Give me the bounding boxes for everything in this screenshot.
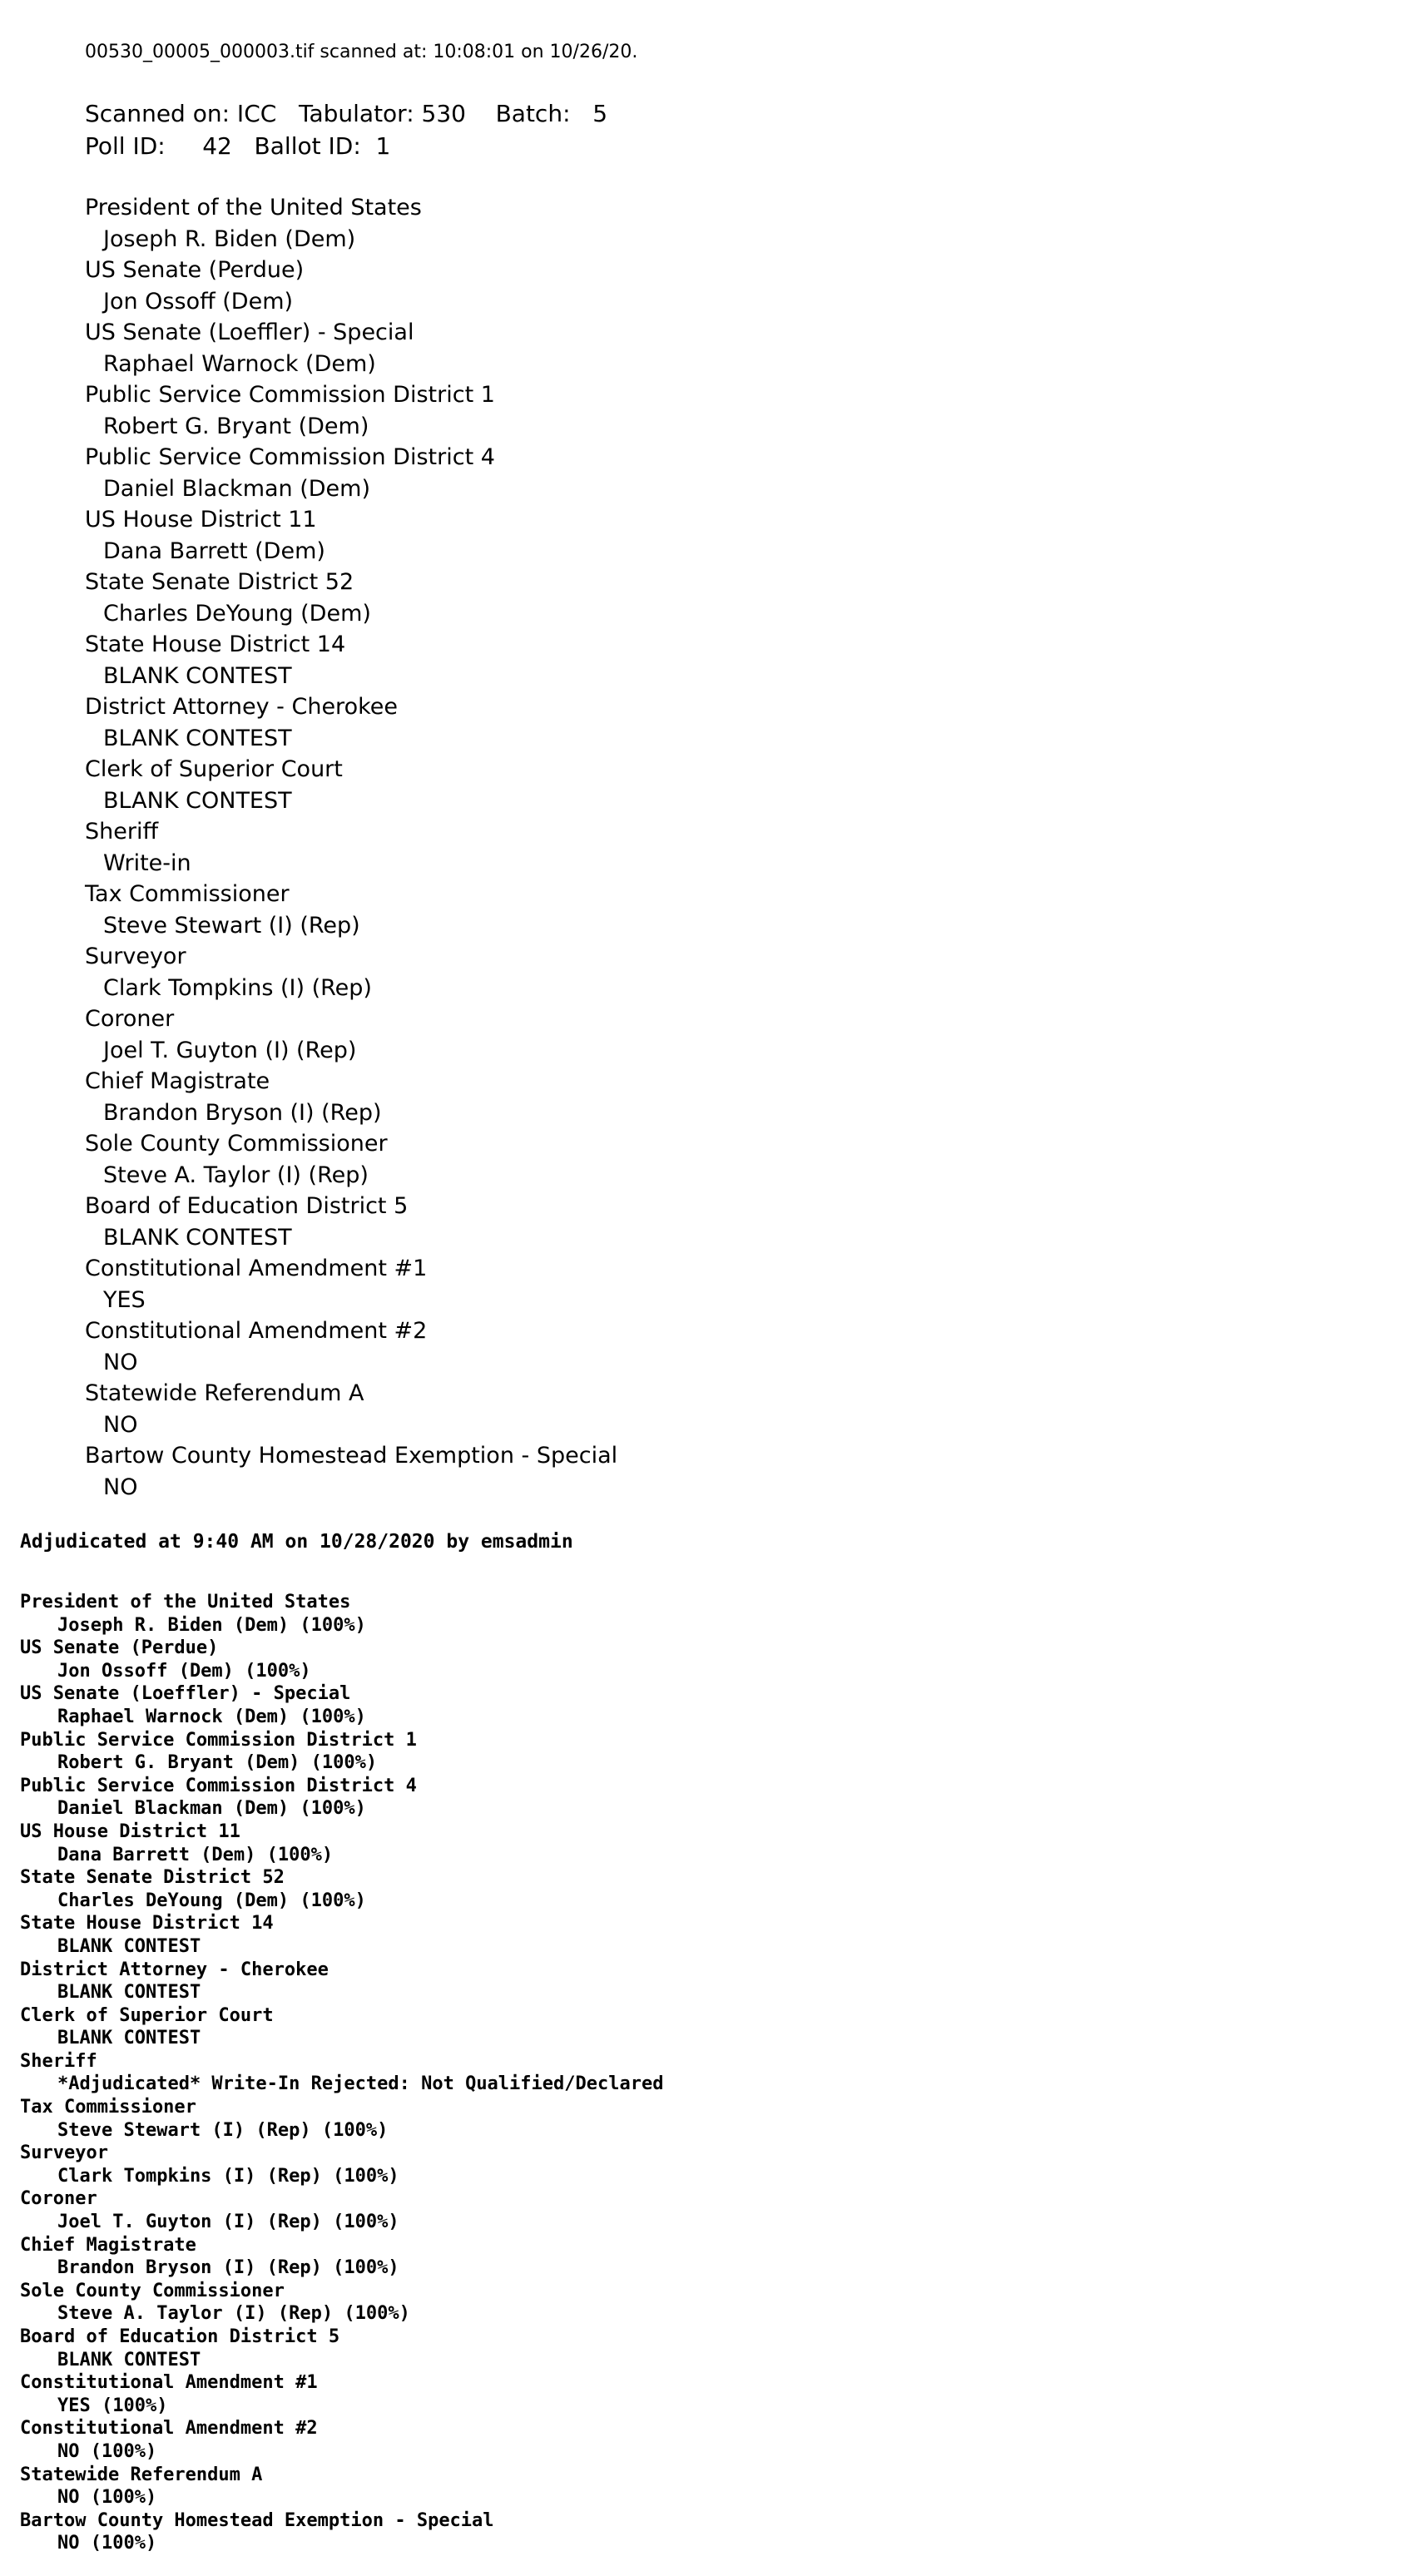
contest-choice: Steve Stewart (I) (Rep) (100%) [57,2119,389,2141]
contest-choice: YES [103,1286,146,1313]
contest-choice: Daniel Blackman (Dem) [103,475,371,502]
contest-choice: Clark Tompkins (I) (Rep) (100%) [57,2165,399,2187]
contest-choice: Steve A. Taylor (I) (Rep) [103,1162,369,1188]
contest-choice: YES (100%) [57,2395,168,2416]
contest-name: President of the United States [85,195,422,220]
contest-name: Tax Commissioner [20,2097,196,2118]
contest-name: Tax Commissioner [85,881,290,907]
contest-choice: NO (100%) [57,2487,157,2509]
contest-choice: Steve Stewart (I) (Rep) [103,912,360,939]
contest-choice: NO [103,1474,138,1500]
contest-name: State House District 14 [20,1913,274,1934]
contest-choice: Jon Ossoff (Dem) [103,288,294,315]
contest-name: President of the United States [20,1592,351,1612]
contest-name: Constitutional Amendment #1 [20,2372,318,2394]
scan-file-line: 00530_00005_000003.tif scanned at: 10:08:01 on 10/26/20. [85,42,638,62]
contest-name: Surveyor [85,944,186,969]
contest-name: State Senate District 52 [85,569,354,595]
scanned-contest-list [85,192,1333,1503]
contest-name: US Senate (Perdue) [20,1637,219,1659]
contest-choice: BLANK CONTEST [57,1935,201,1957]
contest-name: US House District 11 [20,1821,240,1842]
contest-choice: *Adjudicated* Write-In Rejected: Not Qualified/Declared [57,2073,664,2095]
contest-name: Constitutional Amendment #1 [85,1256,428,1281]
contest-name: Sheriff [20,2050,97,2072]
contest-choice: Joseph R. Biden (Dem) (100%) [57,1614,366,1636]
adjudication-section [20,1529,1401,2555]
contest-choice: BLANK CONTEST [57,2028,201,2049]
contest-choice: BLANK CONTEST [57,2349,201,2370]
contest-choice: NO [103,1349,138,1375]
contest-name: Board of Education District 5 [20,2326,340,2347]
contest-name: Surveyor [20,2143,108,2164]
contest-choice: Joel T. Guyton (I) (Rep) (100%) [57,2212,399,2233]
contest-choice: Charles DeYoung (Dem) (100%) [57,1890,366,1911]
contest-name: State Senate District 52 [20,1867,285,1889]
contest-name: Public Service Commission District 4 [20,1775,417,1796]
contest-choice: NO [103,1411,138,1438]
contest-name: Sole County Commissioner [85,1131,388,1157]
contest-choice: Steve A. Taylor (I) (Rep) (100%) [57,2303,410,2325]
scan-poll-line: Poll ID: 42 Ballot ID: 1 [85,132,391,160]
contest-choice: Charles DeYoung (Dem) [103,600,371,627]
contest-choice: Write-in [103,850,191,876]
contest-name: Bartow County Homestead Exemption - Special [20,2509,494,2531]
scanned-ballot-section [85,40,1333,1503]
contest-name: District Attorney - Cherokee [85,694,398,720]
contest-name: Sheriff [85,819,159,845]
contest-choice: BLANK CONTEST [103,1224,292,1251]
contest-name: Constitutional Amendment #2 [85,1318,428,1344]
contest-name: Sole County Commissioner [20,2280,285,2301]
contest-choice: Robert G. Bryant (Dem) [103,413,369,439]
contest-name: Clerk of Superior Court [20,2004,274,2026]
contest-choice: Raphael Warnock (Dem) (100%) [57,1706,366,1727]
contest-choice: BLANK CONTEST [103,725,292,751]
contest-name: Statewide Referendum A [85,1380,364,1406]
contest-choice: Brandon Bryson (I) (Rep) (100%) [57,2257,399,2279]
adjudication-header: Adjudicated at 9:40 AM on 10/28/2020 by emsadmin [20,1531,573,1553]
contest-name: Public Service Commission District 4 [85,444,495,470]
contest-name: US Senate (Loeffler) - Special [20,1683,351,1705]
contest-name: Constitutional Amendment #2 [20,2418,318,2440]
contest-name: Statewide Referendum A [20,2464,263,2485]
contest-name: US Senate (Perdue) [85,257,305,283]
contest-name: Chief Magistrate [85,1068,270,1094]
contest-choice: Raphael Warnock (Dem) [103,350,376,377]
contest-choice: Clark Tompkins (I) (Rep) [103,974,372,1001]
contest-name: Clerk of Superior Court [85,756,343,782]
contest-name: Bartow County Homestead Exemption - Special [85,1443,618,1469]
contest-choice: Joel T. Guyton (I) (Rep) [103,1037,357,1063]
contest-name: Chief Magistrate [20,2234,196,2256]
contest-choice: BLANK CONTEST [103,787,292,814]
contest-choice: BLANK CONTEST [57,1982,201,2004]
contest-name: Public Service Commission District 1 [20,1729,417,1751]
contest-name: Board of Education District 5 [85,1193,409,1219]
contest-name: US House District 11 [85,507,317,533]
contest-choice: Dana Barrett (Dem) (100%) [57,1844,334,1865]
contest-name: Public Service Commission District 1 [85,382,495,408]
contest-choice: Jon Ossoff (Dem) (100%) [57,1660,311,1682]
contest-name: Coroner [85,1006,175,1032]
contest-name: District Attorney - Cherokee [20,1959,329,1980]
contest-name: State House District 14 [85,632,346,657]
contest-name: US Senate (Loeffler) - Special [85,320,414,345]
contest-choice: BLANK CONTEST [103,662,292,689]
scan-tabulator-line: Scanned on: ICC Tabulator: 530 Batch: 5 [85,100,608,127]
contest-choice: Brandon Bryson (I) (Rep) [103,1099,382,1126]
contest-choice: Joseph R. Biden (Dem) [103,225,356,252]
contest-choice: Robert G. Bryant (Dem) (100%) [57,1752,378,1774]
contest-choice: NO (100%) [57,2440,157,2462]
contest-choice: Daniel Blackman (Dem) (100%) [57,1798,366,1820]
adjudicated-contest-list [20,1591,1401,2555]
contest-choice: NO (100%) [57,2533,157,2554]
contest-choice: Dana Barrett (Dem) [103,537,325,564]
contest-name: Coroner [20,2188,97,2210]
